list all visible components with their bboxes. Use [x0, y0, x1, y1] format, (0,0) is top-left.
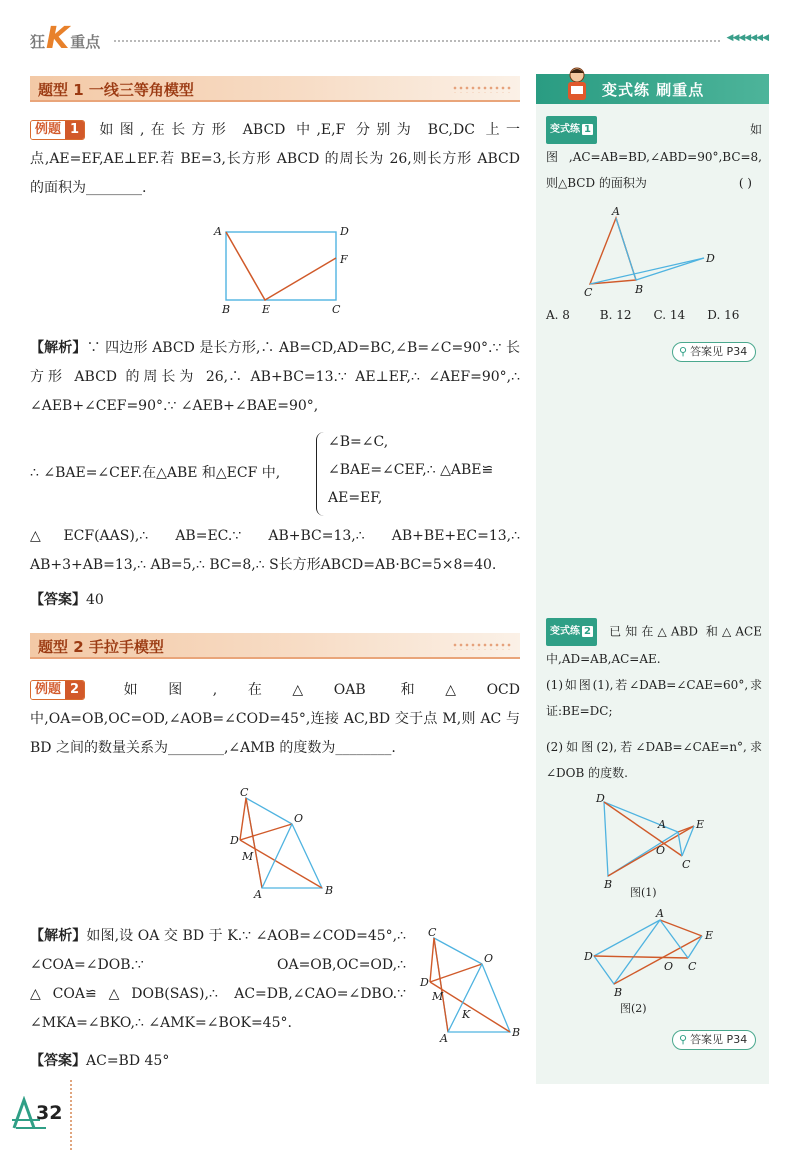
figure-triangle-bcd — [578, 204, 728, 300]
see-answer-link-2[interactable]: ⚲ 答案见 P34 — [672, 1030, 756, 1050]
svg-text:D: D — [706, 252, 715, 265]
page-number: 32 — [36, 1102, 63, 1124]
logo-k-letter: K — [46, 21, 70, 56]
svg-text:A: A — [254, 888, 262, 901]
analysis-1-text: 【解析】∵ 四边形 ABCD 是长方形,∴ AB=CD,AD=BC,∠B=∠C=90°.∵ 长方形 ABCD 的周长为 26,∴ AB+BC=13.∵ AE⊥EF,∴ ∠AEF=90°,∴ ∠AEB+∠CEF=90°.∵ ∠AEB+∠BAE=90°, — [30, 340, 520, 414]
option-c[interactable]: C. 14 — [653, 308, 686, 322]
svg-text:B: B — [512, 1026, 521, 1039]
brand-logo — [30, 21, 101, 56]
svg-text:O: O — [294, 812, 304, 825]
answer-2: 【答案】AC=BD 45° — [30, 1053, 170, 1069]
svg-text:M: M — [242, 850, 254, 863]
svg-text:C: C — [240, 786, 249, 799]
figure-hand-in-hand-1 — [222, 784, 342, 902]
svg-text:E: E — [705, 929, 714, 942]
svg-text:B: B — [222, 303, 231, 316]
practice-1-options — [546, 308, 761, 322]
practice-2-question-1: (1)如图(1),若∠DAB=∠CAE=60°,求证:BE=DC; — [546, 678, 762, 718]
answer-1: 【答案】40 — [30, 592, 104, 608]
svg-text:K: K — [462, 1008, 471, 1021]
svg-text:B: B — [325, 884, 334, 897]
student-mascot-icon — [562, 66, 592, 102]
svg-text:M: M — [432, 990, 444, 1003]
svg-text:图(1): 图(1) — [630, 886, 657, 899]
option-b[interactable]: B. 12 — [599, 308, 632, 322]
section-2-title: 题型 2 手拉手模型 — [38, 638, 164, 656]
practice-2-tag: 变式练 2 — [546, 618, 597, 646]
see-answer-link-1[interactable]: ⚲ 答案见 P34 — [672, 342, 756, 362]
example-1-tag: 例题 1 — [30, 120, 85, 140]
svg-text:A: A — [612, 205, 620, 218]
svg-text:D: D — [230, 834, 239, 847]
pin-icon: ⚲ — [679, 1033, 688, 1046]
decorative-dots — [452, 642, 512, 650]
svg-text:D: D — [340, 225, 349, 238]
logo-text-left: 狂 — [30, 33, 46, 51]
svg-text:A: A — [656, 907, 664, 920]
svg-text:A: A — [440, 1032, 448, 1045]
svg-text:D: D — [584, 950, 593, 963]
svg-text:C: C — [428, 926, 437, 939]
svg-text:D: D — [420, 976, 429, 989]
practice-header — [536, 74, 769, 104]
practice-2-question-2: (2)如图(2),若∠DAB=∠CAE=n°,求∠DOB 的度数. — [546, 740, 762, 780]
analysis-2-text: 【解析】如图,设 OA 交 BD 于 K.∵ ∠AOB=∠COD=45°,∴ ∠COA=∠DOB.∵ OA=OB,OC=OD,∴ △COA≌△DOB(SAS),∴ AC=DB,∠CAO=∠DBO.∵ ∠MKA=∠BKO,∴ ∠AMK=∠BOK=45°. — [30, 928, 407, 1031]
pin-icon: ⚲ — [679, 345, 688, 358]
svg-text:C: C — [682, 858, 691, 871]
svg-text:E: E — [262, 303, 271, 316]
example-2-stem: 例题 2 如图,在△OAB 和△OCD 中,OA=OB,OC=OD,∠AOB=∠COD=45°,连接 AC,BD 交于点 M,则 AC 与 BD 之间的数量关系为________,∠AMB 的度数为________. — [30, 682, 520, 756]
svg-text:C: C — [688, 960, 697, 973]
svg-text:O: O — [664, 960, 674, 973]
practice-2-stem: 变式练 2 已知在△ABD 和△ACE 中,AD=AB,AC=AE. — [546, 618, 762, 672]
svg-text:B: B — [635, 283, 644, 296]
option-d[interactable]: D. 16 — [707, 308, 740, 322]
figure-rectangle-abcd — [210, 222, 360, 318]
svg-text:A: A — [214, 225, 222, 238]
header-arrows-icon: ◀◀◀◀◀◀◀ — [726, 33, 768, 43]
figure-practice-2-fig2 — [584, 906, 724, 1018]
practice-1-bracket: ( ) — [738, 176, 752, 190]
analysis-1-conclusion: △ECF(AAS),∴ AB=EC.∵ AB+BC=13,∴ AB+BE+EC=13,∴ AB+3+AB=13,∴ AB=5,∴ BC=8,∴ S长方形ABCD=AB·BC=5×8=40. — [30, 528, 520, 573]
footer-dotted-rule — [70, 1080, 72, 1150]
logo-text-right: 重点 — [70, 33, 101, 51]
svg-text:C: C — [584, 286, 593, 299]
practice-header-title: 变式练 刷重点 — [602, 81, 705, 99]
section-1-band — [30, 76, 520, 102]
svg-text:图(2): 图(2) — [620, 1002, 647, 1015]
header-dotted-rule — [114, 40, 720, 42]
svg-text:B: B — [604, 878, 613, 891]
svg-text:O: O — [656, 844, 666, 857]
figure-practice-2-fig1 — [590, 790, 720, 900]
practice-1-tag: 变式练 1 — [546, 116, 597, 144]
example-2-tag: 例题 2 — [30, 680, 85, 700]
example-1-stem: 例题 1 如图,在长方形 ABCD 中,E,F 分别为 BC,DC 上一点,AE=EF,AE⊥EF.若 BE=3,长方形 ABCD 的周长为 26,则长方形 ABCD 的面积为________. — [30, 122, 520, 196]
decorative-dots — [452, 85, 512, 93]
svg-text:B: B — [614, 986, 623, 999]
section-1-title: 题型 1 一线三等角模型 — [38, 81, 194, 99]
svg-text:O: O — [484, 952, 494, 965]
section-2-band — [30, 633, 520, 659]
analysis-1-system: ∴ ∠BAE=∠CEF.在△ABE 和△ECF 中, ∠B=∠C, ∠BAE=∠CEF,∴ △ABE≌ AE=EF, — [30, 432, 520, 516]
practice-1-stem: 变式练 1 如图,AC=AB=BD,∠ABD=90°,BC=8,则△BCD 的面积为 ( ) — [546, 116, 762, 196]
svg-text:C: C — [332, 303, 341, 316]
page-footer — [10, 1096, 63, 1136]
svg-text:E: E — [696, 818, 705, 831]
option-a[interactable]: A. 8 — [546, 308, 570, 322]
svg-text:F: F — [340, 253, 348, 266]
svg-text:A: A — [658, 818, 666, 831]
figure-hand-in-hand-2 — [418, 924, 528, 1046]
svg-text:D: D — [596, 792, 605, 805]
